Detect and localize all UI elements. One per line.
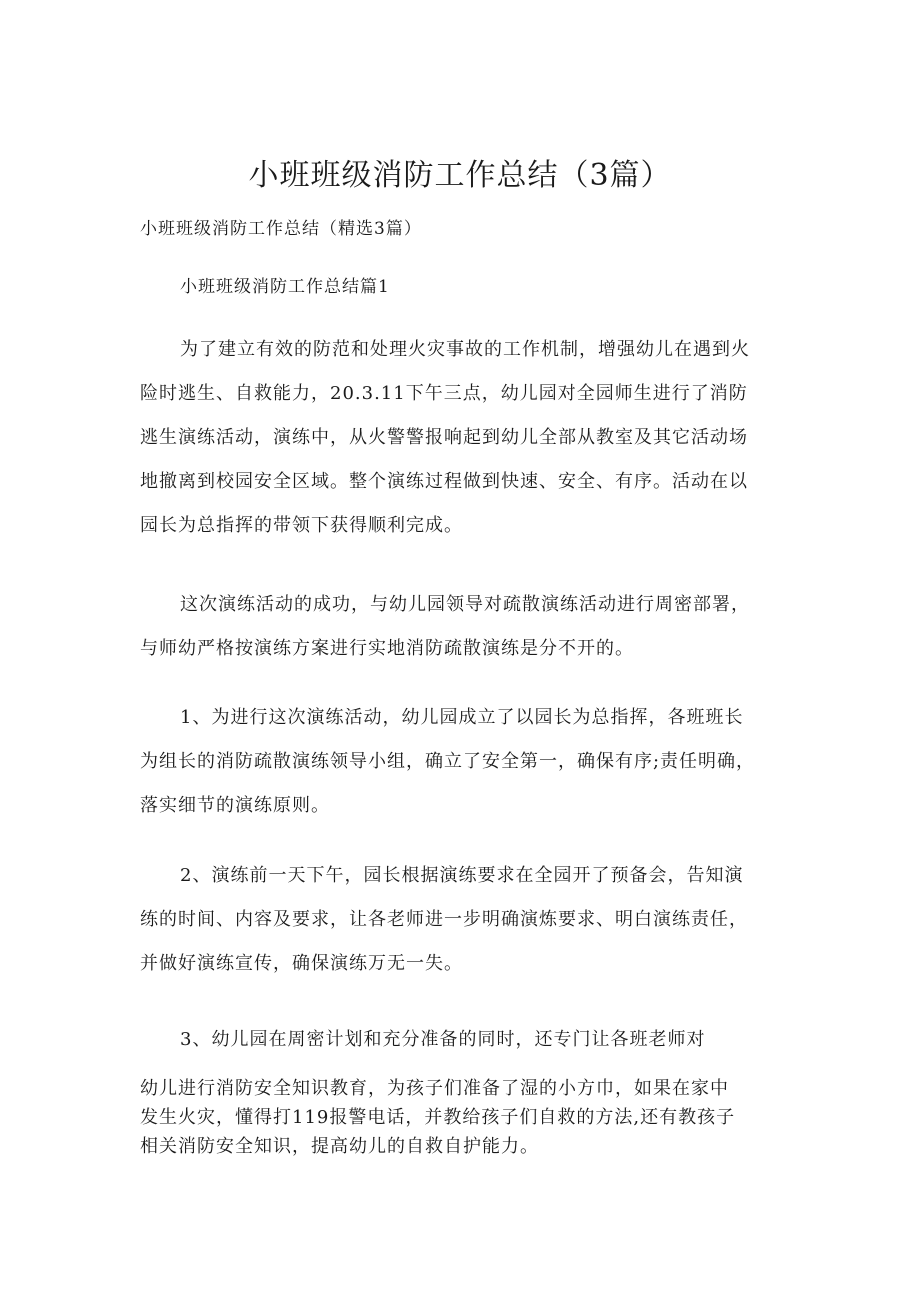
- paragraph-line: 并做好演练宣传，确保演练万无一失。: [140, 953, 463, 974]
- paragraph-3: [140, 696, 780, 828]
- paragraph-line: 这次演练活动的成功，与幼儿园领导对疏散演练活动进行周密部署，: [180, 594, 750, 615]
- paragraph-line: 相关消防安全知识，提高幼儿的自救自护能力。: [140, 1136, 539, 1157]
- section-heading: 小班班级消防工作总结篇1: [180, 277, 390, 297]
- paragraph-line: 逃生演练活动，演练中，从火警警报响起到幼儿全部从教室及其它活动场: [140, 427, 748, 448]
- paragraph-line: 为了建立有效的防范和处理火灾事故的工作机制，增强幼儿在遇到火: [180, 339, 750, 360]
- paragraph-line: 发生火灾，懂得打119报警电话，并教给孩子们自救的方法,还有教孩子: [140, 1107, 736, 1128]
- paragraph-line: 落实细节的演练原则。: [140, 795, 330, 816]
- paragraph-line: 地撤离到校园安全区域。整个演练过程做到快速、安全、有序。活动在以: [140, 471, 748, 492]
- paragraph-5-first-line: [140, 1018, 780, 1062]
- paragraph-line: 3、幼儿园在周密计划和充分准备的同时，还专门让各班老师对: [180, 1029, 706, 1050]
- paragraph-line: 幼儿进行消防安全知识教育，为孩子们准备了湿的小方巾，如果在家中: [140, 1078, 729, 1099]
- paragraph-5-body: [140, 1074, 780, 1161]
- paragraph-line: 险时逃生、自救能力，20.3.11下午三点，幼儿园对全园师生进行了消防: [140, 383, 748, 404]
- paragraph-1: [140, 328, 780, 548]
- paragraph-line: 练的时间、内容及要求，让各老师进一步明确演炼要求、明白演练责任，: [140, 909, 748, 930]
- paragraph-line: 园长为总指挥的带领下获得顺利完成。: [140, 515, 463, 536]
- document-subtitle: 小班班级消防工作总结（精选3篇）: [140, 219, 422, 239]
- paragraph-line: 与师幼严格按演练方案进行实地消防疏散演练是分不开的。: [140, 638, 634, 659]
- paragraph-line: 1、为进行这次演练活动，幼儿园成立了以园长为总指挥，各班班长: [180, 707, 744, 728]
- paragraph-line: 2、演练前一天下午，园长根据演练要求在全园开了预备会，告知演: [180, 865, 744, 886]
- paragraph-line: 为组长的消防疏散演练领导小组，确立了安全第一，确保有序;责任明确，: [140, 751, 756, 772]
- paragraph-2: [140, 583, 780, 671]
- document-title: 小班班级消防工作总结（3篇）: [248, 158, 672, 193]
- paragraph-4: [140, 854, 780, 986]
